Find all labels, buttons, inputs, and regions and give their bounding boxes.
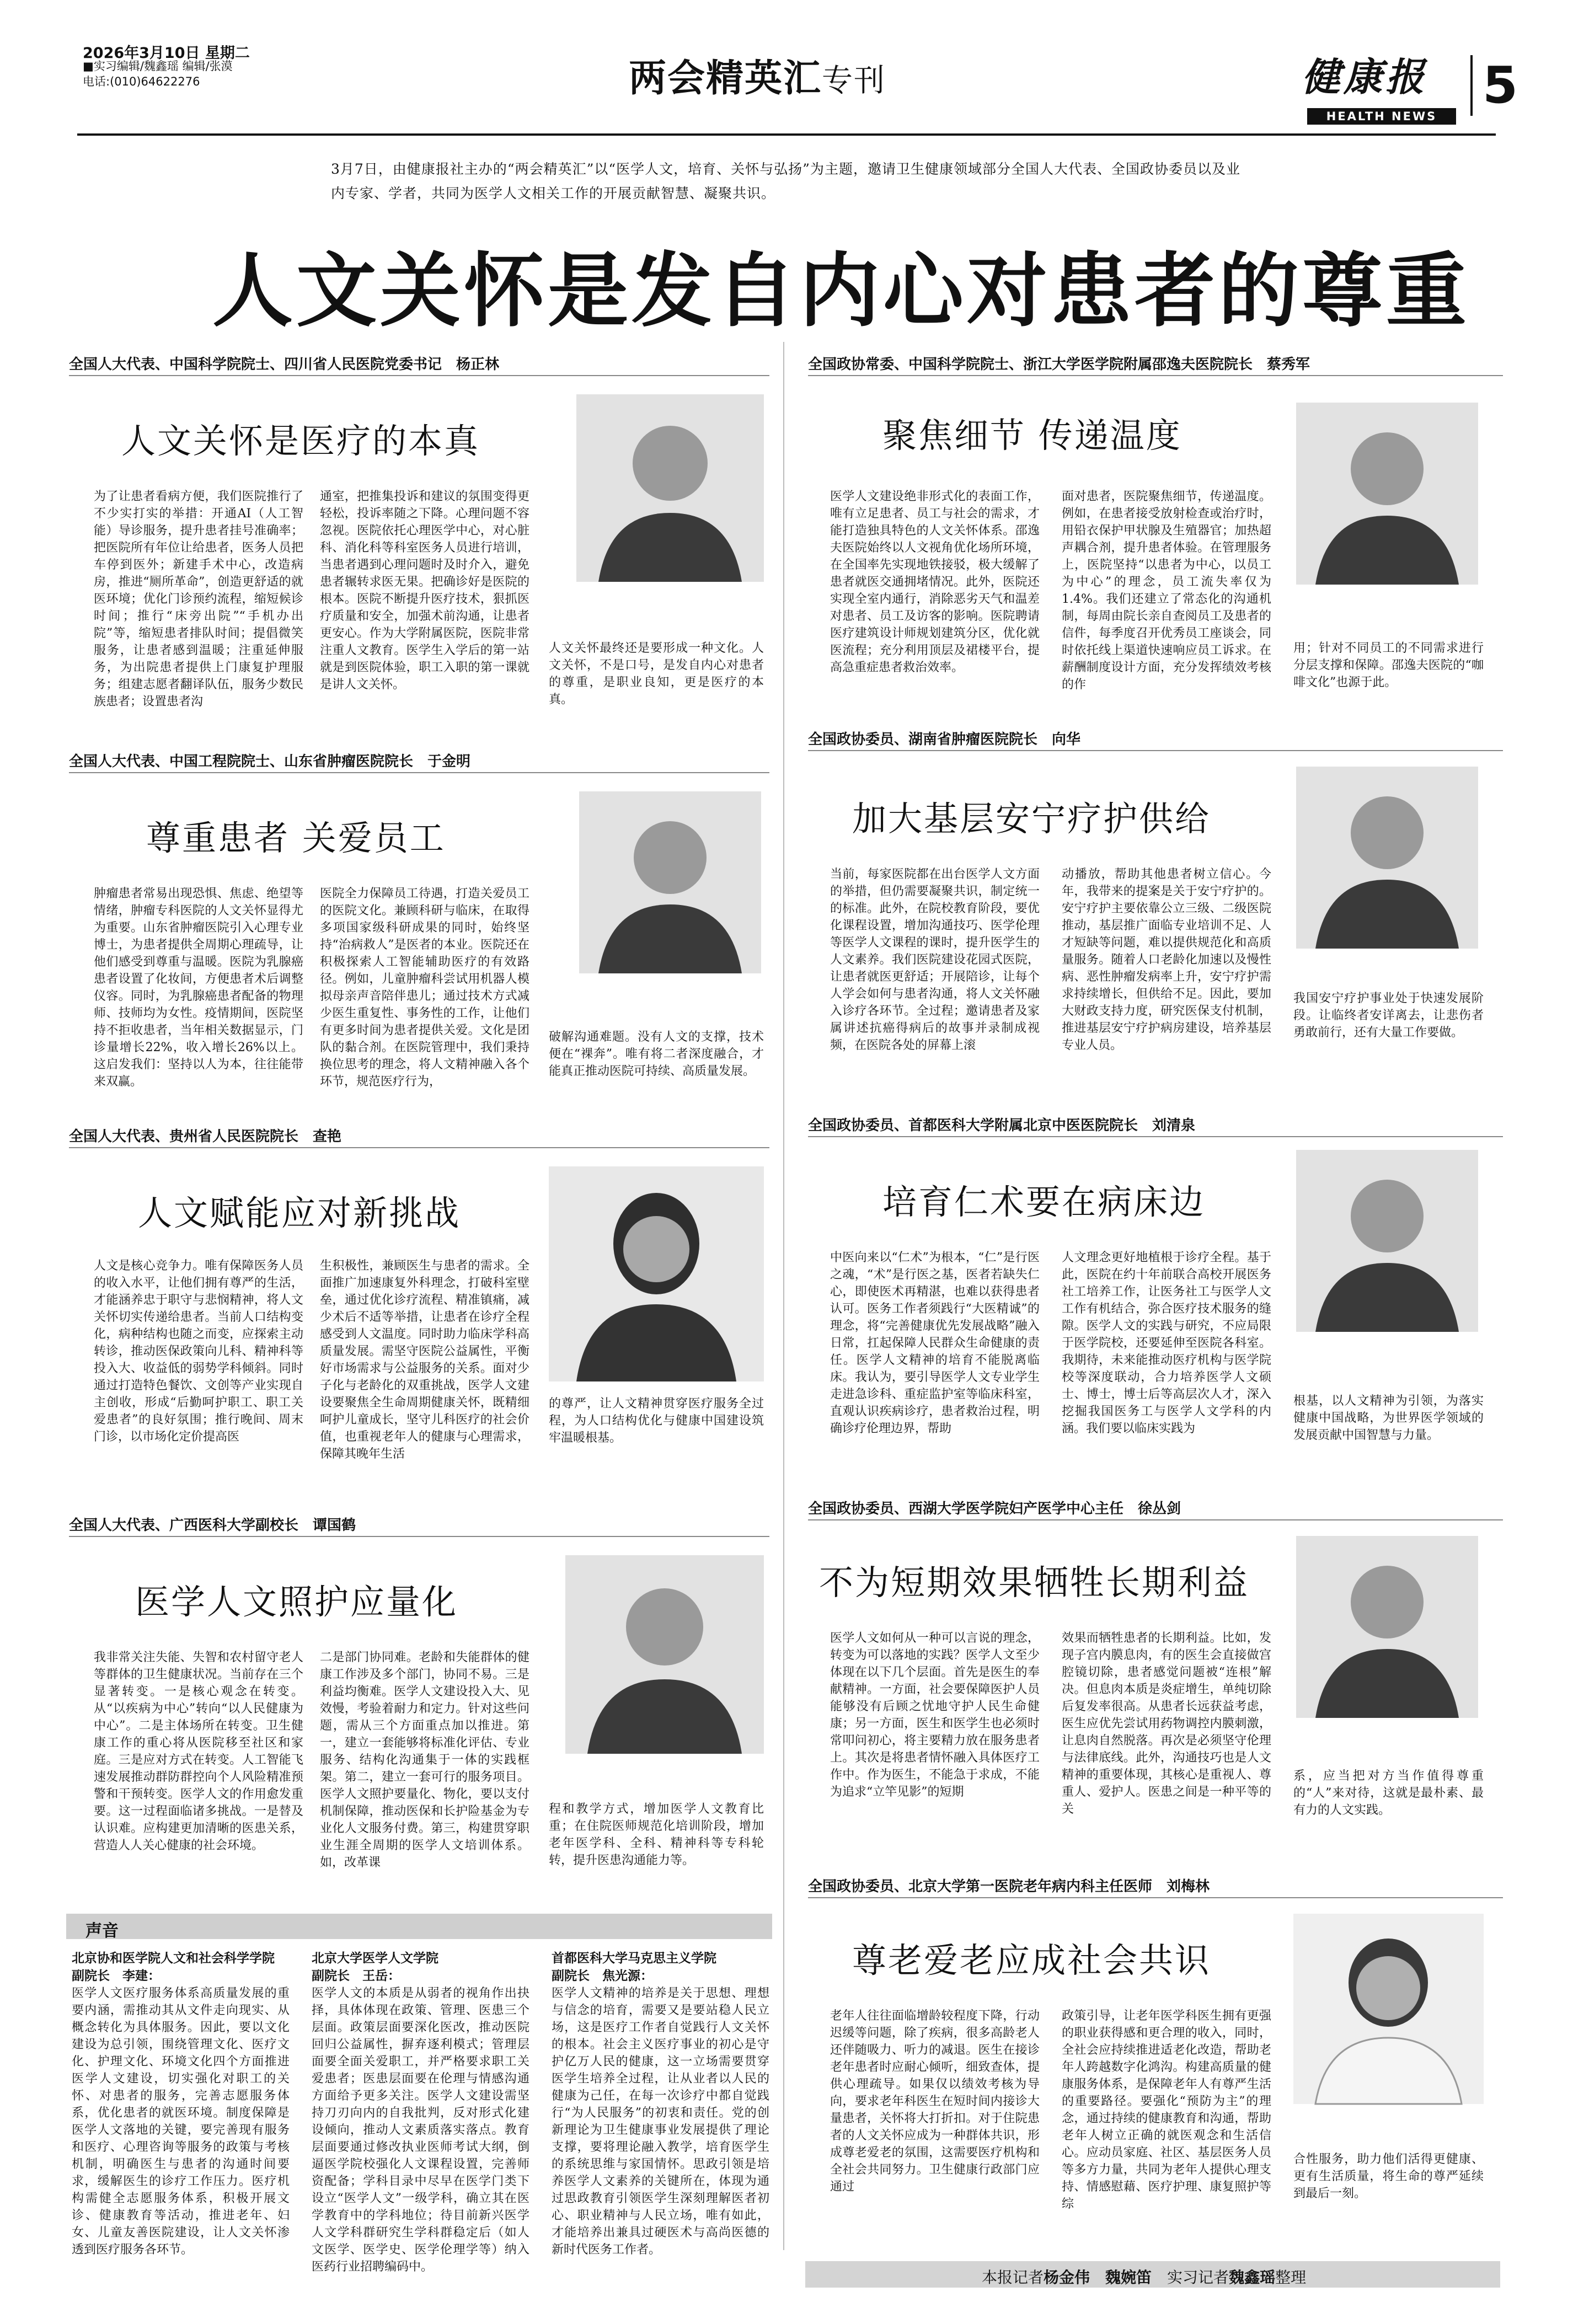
voices-label: 声音 <box>85 1921 119 1941</box>
article-column: 程和教学方式，增加医学人文教育比重；在住院医师规范化培训阶段，增加老年医学科、全科、精神科等专科轮转，提升医患沟通能力等。 <box>549 1802 764 1867</box>
byline-rule <box>808 1897 1503 1898</box>
masthead-meta <box>83 58 233 89</box>
portrait-photo <box>1296 767 1478 949</box>
voice-text: 医学人文精神的培养是关于思想、理想与信念的培育，需要又是要站稳人民立场，这是医疗工作者自觉践行人文关怀的根本。社会主义医疗事业的初心是守护亿万人民的健康，这一立场需要贯穿医学生培养全过程，让从业者以人民的健康为己任，在每一次诊疗中都自觉践行“为人民服务”的初衷和责任。党的创新理论为卫生健康事业发展提供了理论支撑，要将理论融入教学，培育医学生的系统思维与家国情怀。思政引领是培养医学人文素养的关键所在，体现为通过思政教育引领医学生深刻理解医者初心、职业精神与人民立场，唯有如此，才能培养出兼具过硬医术与高尚医德的新时代医务工作者。 <box>552 1986 769 2257</box>
portrait-silhouette-icon <box>565 1555 764 1754</box>
article-column: 为了让患者看病方便，我们医院推行了不少实打实的举措：开通AI（人工智能）导诊服务，提升患者挂号准确率；把医院所有年位让给患者，医务人员把车停到医外；新建手术中心，改造病房，推进“厕所革命”，创造更舒适的就医环境；优化门诊预约流程，缩短候诊时间；推行“床旁出院”“手机办出院”等，缩短患者排队时间；提倡微笑服务，让患者感到温暖；注重延伸服务，为出院患者提供上门康复护理服务；组建志愿者翻译队伍，服务少数民族患者；设置患者沟 <box>94 490 303 709</box>
portrait-silhouette-icon <box>1296 767 1478 949</box>
portrait-photo <box>1293 1914 1484 2104</box>
portrait-silhouette-icon <box>576 394 764 582</box>
portrait-photo <box>1296 1150 1478 1332</box>
article-column: 老年人往往面临增龄较程度下降，行动迟缓等问题，除了疾病，很多高龄老人还伴随吸力、听力的减退。医生在接诊老年患者时应耐心倾听，细致查体，提供心理疏导。如果仅以绩效考核为导向，要求老年科医生在短时间内接诊大量患者，关怀将大打折扣。对于住院患者的人文关怀应成为一种群体共识，形成尊老爱老的氛围，这需要医疗机构和全社会共同努力。卫生健康行政部门应通过 <box>830 2009 1040 2194</box>
main-headline: 人文关怀是发自内心对患者的尊重 <box>212 244 1470 338</box>
article-zha-yan <box>69 1125 769 1500</box>
article-title: 人文赋能应对新挑战 <box>138 1193 461 1233</box>
footer-credit <box>982 2266 1306 2288</box>
portrait-silhouette-icon <box>1296 1536 1478 1718</box>
voice-person: 副院长 焦光源： <box>552 1969 653 1983</box>
article-xu-congjian <box>808 1497 1503 1856</box>
article-liu-qingquan <box>808 1114 1503 1478</box>
byline-rule <box>808 1519 1503 1520</box>
article-column: 我国安宁疗护事业处于快速发展阶段。让临终者安详离去，让悲伤者勇敢前行，还有大量工作要做。 <box>1293 992 1484 1040</box>
article-column: 破解沟通难题。没有人文的支撑，技术便在“裸奔”。唯有将二者深度融合，才能真正推动医院可持续、高质量发展。 <box>549 1030 764 1078</box>
article-byline: 全国政协委员、西湖大学医学院妇产医学中心主任 徐丛剑 <box>808 1501 1181 1517</box>
phone-line: 电话:(010)64622276 <box>83 75 200 88</box>
article-column: 的尊严，让人文精神贯穿医疗服务全过程，为人口结构优化与健康中国建设筑牢温暖根基。 <box>549 1397 764 1445</box>
article-title: 尊重患者 关爱员工 <box>146 818 446 858</box>
article-column: 我非常关注失能、失智和农村留守老人等群体的卫生健康状况。当前存在三个显著转变。一是核心观念在转变。从“以疾病为中心”转向“以人民健康为中心”。二是主体场所在转变。卫生健康工作的重心将从医院移至社区和家庭。三是应对方式在转变。人工智能飞速发展推动群防群控向个人风险精准预警和干预转变。医学人文的作用愈发重要。这一过程面临诸多挑战。一是替及认识难。应构建更加清晰的医患关系，营造人人关心健康的社会环境。 <box>94 1651 303 1852</box>
portrait-photo <box>579 791 761 973</box>
portrait-photo <box>1296 1536 1478 1718</box>
voice-item <box>312 1950 529 2274</box>
article-tan-guohe <box>69 1514 769 1900</box>
article-column: 动播放，帮助其他患者树立信心。今年，我带来的提案是关于安宁疗护的。安宁疗护主要依靠公立三级、二级医院推动，基层推广面临专业培训不足、人才短缺等问题，难以提供规范化和高质量服务。随着人口老龄化加速以及慢性病、恶性肿瘤发病率上升，安宁疗护需求持续增长，但供给不足。因此，要加大财政支持力度，研究医保支付机制，推进基层安宁疗护病房建设，培养基层专业人员。 <box>1062 868 1271 1052</box>
article-title: 医学人文照护应量化 <box>135 1582 458 1622</box>
article-column: 医院全力保障员工待遇，打造关爱员工的医院文化。兼顾科研与临床，在取得多项国家级科研成果的同时，始终坚持“治病救人”是医者的本业。医院还在积极探索人工智能辅助医疗的有效路径。例如，儿童肿瘤科尝试用机器人模拟母亲声音陪伴患儿；通过技术方式减少医生重复性、事务性的工作，让他们有更多时间为患者提供关爱。文化是团队的黏合剂。在医院管理中，我们秉持换位思考的理念，将人文精神融入各个环节，规范医疗行为， <box>320 887 529 1089</box>
article-xiang-hua <box>808 728 1503 1092</box>
voice-item <box>72 1950 290 2257</box>
special-title-suffix: 专刊 <box>822 63 886 99</box>
article-column: 通室，把推集投诉和建议的氛围变得更轻松，投诉率随之下降。心理问题不容忽视。医院依托心理医学中心，对心脏科、消化科等科室医务人员进行培训，当患者遇到心理问题时及时介入，避免患者辗转求医无果。把确诊好是医院的根本。医院不断提升医疗技术，狠抓医疗质量和安全，加强术前沟通，让患者更安心。作为大学附属医院，医院非常注重人文教育。医学生入学后的第一站就是到医院体验，职工入职的第一课就是讲人文关怀。 <box>320 490 529 692</box>
special-issue-title <box>629 49 886 102</box>
article-column: 医学人文建设绝非形式化的表面工作，唯有立足患者、员工与社会的需求，才能打造独具特色的人文关怀体系。邵逸夫医院始终以人文视角优化场所环境，在全国率先实现地铁接驳，极大缓解了患者就医交通拥堵情况。此外，医院还实现全室内通行，消除恶劣天气和温差对患者、员工及访客的影响。医院聘请医疗建筑设计师规划建筑分区，优化就医流程；充分利用顶层及裙楼平台，提高急重症患者救治效率。 <box>830 490 1040 674</box>
article-column: 根基，以人文精神为引领，为落实健康中国战略，为世界医学领域的发展贡献中国智慧与力量。 <box>1293 1394 1484 1442</box>
byline-rule <box>69 375 769 376</box>
article-column: 政策引导，让老年医学科医生拥有更强的职业获得感和更合理的收入，同时，全社会应持续推进适老化改造，帮助老年人跨越数字化鸿沟。构建高质量的健康服务体系，是保障老年人有尊严生活的重要路径。要强化“预防为主”的理念，通过持续的健康教育和沟通，帮助老年人树立正确的就医观念和生活信心。应动员家庭、社区、基层医务人员等多方力量，共同为老年人提供心理支持、情感慰藉、医疗护理、康复照护等综 <box>1062 2009 1271 2211</box>
voice-org: 首都医科大学马克思主义学院 <box>552 1951 716 1966</box>
article-title: 培育仁术要在病床边 <box>882 1182 1206 1222</box>
article-column: 人文理念更好地植根于诊疗全程。基于此，医院在约十年前联合高校开展医务社工培养工作，让医务社工与医学人文工作有机结合，弥合医疗技术服务的缝隙。医学人文的实践与研究，不应局限于医学院校，还要延伸至医院各科室。我期待，未来能推动医疗机构与医学院校等深度联动，合力培养医学人文硕士、博士，博士后等高层次人才，深入挖掘我国医务工与医学人文学科的内涵。我们要以临床实践为 <box>1062 1251 1271 1436</box>
voice-text: 医学人文医疗服务体系高质量发展的重要内涵，需推动其从文件走向现实、从概念转化为具体服务。因此，要以文化建设为总引领，围绕管理文化、医疗文化、护理文化、环境文化四个方面推进医学人文建设，切实强化对职工的关怀、对患者的服务，完善志愿服务体系，优化患者的就医环境。制度保障是医学人文落地的关键，要完善现有服务和医疗、心理咨询等服务的政策与考核机制，明确医生与患者的沟通时间要求，缓解医生的诊疗工作压力。医疗机构需健全志愿服务体系，积极开展文诊、健康教育等活动，推进老年、妇女、儿童友善医院建设，让人文关怀渗透到医疗服务各环节。 <box>72 1986 290 2257</box>
article-byline: 全国人大代表、广西医科大学副校长 谭国鹤 <box>69 1517 356 1534</box>
column-divider <box>783 342 784 2250</box>
article-yang-zhenglin <box>69 353 769 739</box>
footer-intern-prefix: 实习记者 <box>1167 2268 1229 2286</box>
article-byline: 全国政协委员、首都医科大学附属北京中医医院院长 刘清泉 <box>808 1117 1196 1134</box>
article-column: 二是部门协同难。老龄和失能群体的健康工作涉及多个部门，协同不易。三是利益均衡难。医学人文建设投入大、见效慢，考验着耐力和定力。针对这些问题，需从三个方面重点加以推进。第一，建立一套能够将标准化评估、专业服务、结构化沟通集于一体的实践框架。第二，建立一套可行的服务项目。医学人文照护要量化、物化，要以支付机制保障，推动医保和长护险基金为专业化人文服务付费。第三，构建贯穿职业生涯全周期的医学人文培训体系。如，改革课 <box>320 1651 529 1870</box>
byline-rule <box>69 772 769 773</box>
article-title: 人文关怀是医疗的本真 <box>121 421 480 461</box>
voices-header-bar <box>66 1914 772 1939</box>
portrait-silhouette-icon <box>1296 403 1478 585</box>
footer-prefix: 本报记者 <box>982 2268 1044 2286</box>
article-column: 生积极性，兼顾医生与患者的需求。全面推广加速康复外科理念，打破科室壁垒，通过优化诊疗流程、精准镇痛，减少术后不适等举措，让患者在诊疗全程感受到人文温度。同时助力临床学科高质量发展。需坚守医院公益属性，平衡好市场需求与公益服务的关系。面对少子化与老龄化的双重挑战，医学人文建设要聚焦全生命周期健康关怀，既精细呵护儿童成长，坚守儿科医疗的社会价值，也重视老年人的健康与心理需求，保障其晚年生活 <box>320 1259 529 1461</box>
article-column: 系，应当把对方当作值得尊重的“人”来对待，这就是最朴素、最有力的人文实践。 <box>1293 1769 1484 1817</box>
intro-paragraph: 3月7日，由健康报社主办的“两会精英汇”以“医学人文，培育、关怀与弘扬”为主题，邀请卫生健康领域部分全国人大代表、全国政协委员以及业内专家、学者，共同为医学人文相关工作的开展贡献智慧、凝聚共识。 <box>331 161 1240 201</box>
article-column: 医学人文如何从一种可以言说的理念，转变为可以落地的实践？医学人文至少体现在以下几个层面。首先是医生的奉献精神。一方面，社会要保障医护人员能够没有后顾之忧地守护人民生命健康；另一方面，医生和医学生也必须时常叩问初心，将主要精力放在服务患者上。其次是将患者情怀融入具体医疗工作中。作为医生，不能急于求成，不能为追求“立竿见影”的短期 <box>830 1631 1040 1799</box>
voice-text: 医学人文的本质是从弱者的视角作出抉择，具体体现在政策、管理、医患三个层面。政策层面要深化医改，推动医院回归公益属性，摒弃逐利模式；管理层面要全面关爱职工，并严格要求职工关爱患者；医患层面要在伦理与情感沟通方面给予更多关注。医学人文建设需坚持刀刃向内的自我批判，反对形式化建设倾向，推动人文素质落实落点。教育层面要通过修改执业医师考试大纲，倒逼医学院校强化人文课程设置，完善师资配备；学科目录中尽早在医学门类下设立“医学人文”一级学科，确立其在医学教育中的学科地位；待目前新兴医学人文学科群研究生学科群稳定后（如人文医学、医学史、医学伦理学等）纳入医药行业招聘编码中。 <box>312 1986 529 2274</box>
portrait-silhouette-icon <box>579 791 761 973</box>
article-byline: 全国政协委员、北京大学第一医院老年病内科主任医师 刘梅林 <box>808 1878 1210 1895</box>
voice-item <box>552 1950 769 2257</box>
byline-rule <box>808 750 1503 751</box>
article-title: 尊老爱老应成社会共识 <box>852 1940 1211 1980</box>
issue-date: 2026年3月10日 星期二 <box>83 45 250 62</box>
article-cai-xiujun <box>808 353 1503 706</box>
brand-logo: 健康报 <box>1302 54 1427 100</box>
article-column: 肿瘤患者常易出现恐惧、焦虑、绝望等情绪，肿瘤专科医院的人文关怀显得尤为重要。山东省肿瘤医院引入心理专业博士，为患者提供全周期心理疏导，让他们感受到尊重与温暖。医院为乳腺癌患者设置了化妆间，方便患者术后调整仪容。同时，为乳腺癌患者配备的物理师、技师均为女性。疫情期间，医院坚持不拒收患者，当年相关数据显示，门诊量增长22%，收入增长26%以上。这启发我们：坚持以人为本，往往能带来双赢。 <box>94 887 303 1089</box>
article-title: 聚焦细节 传递温度 <box>882 415 1182 456</box>
portrait-silhouette-icon <box>1296 1150 1478 1332</box>
article-column: 人文关怀最终还是要形成一种文化。人文关怀，不是口号，是发自内心对患者的尊重，是职业良知，更是医疗的本真。 <box>549 641 764 706</box>
article-column: 合性服务，助力他们活得更健康、更有生活质量，将生命的尊严延续到最后一刻。 <box>1293 2152 1484 2200</box>
article-column: 人文是核心竞争力。唯有保障医务人员的收入水平，让他们拥有尊严的生活，才能涵养忠于职守与悲悯精神，将人文关怀切实传递给患者。当前人口结构变化，病种结构也随之而变，应探索主动转诊，推动医保政策向儿科、精神科等投入大、收益低的弱势学科倾斜。同时通过打造特色餐饮、文创等产业实现自主创收，形成“后勤呵护职工、职工关爱患者”的良好氛围；推行晚间、周末门诊，以市场化定价提高医 <box>94 1259 303 1444</box>
voice-org: 北京协和医学院人文和社会科学学院 <box>72 1951 275 1966</box>
article-byline: 全国政协常委、中国科学院院士、浙江大学医学院附属邵逸夫医院院长 蔡秀军 <box>808 356 1310 373</box>
special-title-main: 两会精英汇 <box>629 57 822 100</box>
article-byline: 全国人大代表、贵州省人民医院院长 查艳 <box>69 1128 342 1145</box>
byline-rule <box>808 1136 1503 1137</box>
page-number: 5 <box>1470 55 1518 116</box>
article-title: 不为短期效果牺牲长期利益 <box>819 1562 1250 1603</box>
article-liu-meilin <box>808 1875 1503 2256</box>
portrait-photo <box>576 394 764 582</box>
article-column: 当前，每家医院都在出台医学人文方面的举措，但仍需要凝聚共识，制定统一的标准。此外，在院校教育阶段，要优化课程设置，增加沟通技巧、医学伦理等医学人文课程的课时，提升医学生的人文素养。我们医院建设花园式医院，让患者就医更舒适；开展陪诊，让每个人学会如何与患者沟通，将人文关怀融入诊疗各环节。全过程；邀请患者及家属讲述抗癌得病后的故事并录制成视频，在医院各处的屏幕上滚 <box>830 868 1040 1052</box>
editors-line: ■实习编辑/魏鑫瑶 编辑/张漠 <box>83 60 233 73</box>
portrait-photo <box>565 1555 764 1754</box>
article-byline: 全国政协委员、湖南省肿瘤医院院长 向华 <box>808 731 1081 748</box>
footer-suffix: 整理 <box>1275 2268 1307 2286</box>
article-column: 面对患者，医院聚焦细节，传递温度。例如，在患者接受放射检查或治疗时，用铅衣保护甲状腺及生殖器官；加热超声耦合剂，提升患者体验。在管理服务上，医院坚持“以患者为中心，以员工为中心”的理念，员工流失率仅为1.4%。我们还建立了常态化的沟通机制，每周由院长亲自查阅员工及患者的信件，每季度召开优秀员工座谈会，同时依托线上渠道快速响应员工诉求。在薪酬制度设计方面，充分发挥绩效考核的作 <box>1062 490 1271 692</box>
article-byline: 全国人大代表、中国工程院院士、山东省肿瘤医院院长 于金明 <box>69 753 471 770</box>
voice-org: 北京大学医学人文学院 <box>312 1951 438 1966</box>
byline-rule <box>808 375 1503 376</box>
voice-person: 副院长 李建： <box>72 1969 160 1983</box>
article-column: 中医向来以“仁术”为根本，“仁”是行医之魂，“术”是行医之基，医者若缺失仁心，即使医术再精湛，也难以获得患者认可。医务工作者须践行“大医精诚”的理念，将“完善健康优先发展战略”融入日常，扛起保障人民群众生命健康的责任。医学人文精神的培育不能脱离临床。我认为，要引导医学人文专业学生走进急诊科、重症监护室等临床科室，直观认识疾病诊疗，患者救治过程，明确诊疗伦理边界，帮助 <box>830 1251 1040 1436</box>
portrait-silhouette-icon <box>549 1166 764 1381</box>
article-column: 效果而牺牲患者的长期利益。比如，发现子宫内膜息肉，有的医生会直接做宫腔镜切除，患者感觉问题被“连根”解决。但息肉本质是炎症增生，单纯切除后复发率很高。从患者长远获益考虑，医生应优先尝试用药物调控内膜刺激，让息肉自然脱落。再次是必须坚守伦理与法律底线。此外，沟通技巧也是人文精神的重要体现，其核心是重视人、尊重人、爱护人。医患之间是一种平等的关 <box>1062 1631 1271 1816</box>
article-column: 用；针对不同员工的不同需求进行分层支撑和保障。邵逸夫医院的“咖啡文化”也源于此。 <box>1293 641 1484 689</box>
article-byline: 全国人大代表、中国科学院院士、四川省人民医院党委书记 杨正林 <box>69 356 500 373</box>
article-yu-jinming <box>69 750 769 1114</box>
portrait-photo <box>549 1166 764 1381</box>
masthead-rule <box>77 133 1496 136</box>
footer-reporters: 杨金伟 魏婉笛 <box>1044 2268 1152 2286</box>
byline-rule <box>69 1536 769 1537</box>
voice-person: 副院长 王岳： <box>312 1969 400 1983</box>
byline-rule <box>69 1147 769 1148</box>
brand-logo-en: HEALTH NEWS <box>1307 108 1456 125</box>
portrait-silhouette-icon <box>1293 1914 1484 2104</box>
footer-intern: 魏鑫瑶 <box>1229 2268 1276 2286</box>
portrait-photo <box>1296 403 1478 585</box>
article-title: 加大基层安宁疗护供给 <box>852 799 1211 839</box>
